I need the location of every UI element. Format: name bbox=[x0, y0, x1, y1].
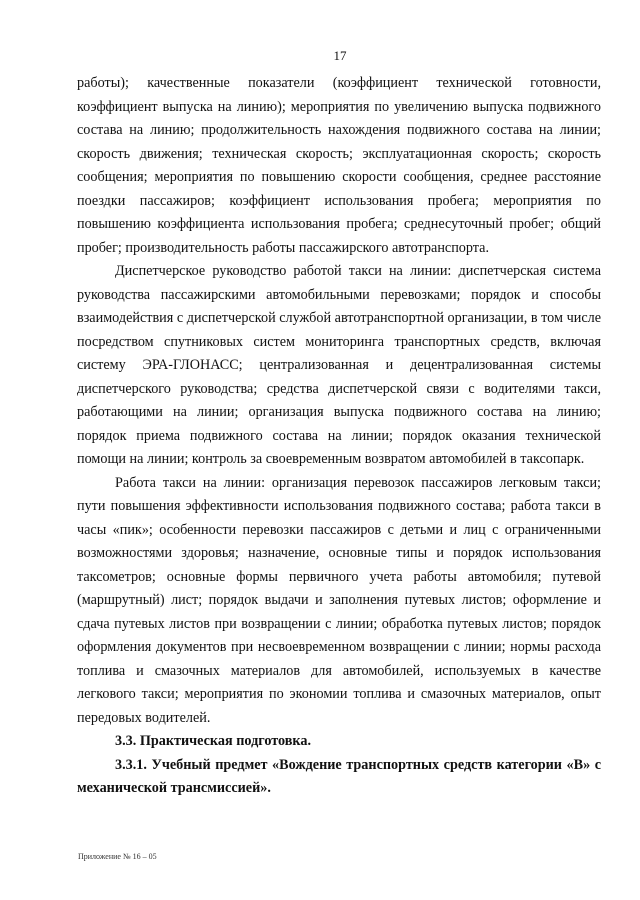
paragraph-dispatch-management: Диспетчерское руководство работой такси на линии: диспетчерская система руководства пассажирскими автомобильными перевозками; порядок и способы взаимодействия с диспетчерской службой автотранспортной организации, в том числе посредством спутниковых систем мониторинга транспортных средств, включая систему ЭРА-ГЛОНАСС; централизованная и децентрализованная системы диспетчерского руководства; средства диспетчерской связи с водителями такси, работающими на линии; организация выпуска подвижного состава на линию; порядок приема подвижного состава на линии; порядок оказания технической помощи на линии; контроль за своевременным возвратом автомобилей в таксопарк. bbox=[77, 263, 601, 467]
section-heading: 3.3. Практическая подготовка. bbox=[115, 733, 312, 749]
page-number: 17 bbox=[333, 48, 347, 63]
footer-note: Приложение № 16 – 05 bbox=[78, 852, 157, 861]
page-content bbox=[77, 72, 601, 801]
subsection-heading: 3.3.1. Учебный предмет «Вождение транспортных средств категории «В» с механической трансмиссией». bbox=[77, 756, 601, 796]
paragraph-taxi-line-work: Работа такси на линии: организация перевозок пассажиров легковым такси; пути повышения эффективности использования подвижного состава; работа такси в часы «пик»; особенности перевозки пассажиров с детьми и лиц с ограниченными возможностями здоровья; назначение, основные типы и порядок использования таксометров; основные формы первичного учета работы автомобиля; путевой (маршрутный) лист; порядок выдачи и заполнения путевых листов; оформление и сдача путевых листов при возвращении с линии; обработка путевых листов; порядок оформления документов при несвоевременном возвращении с линии; нормы расхода топлива и смазочных материалов для автомобилей, используемых в качестве легкового такси; мероприятия по экономии топлива и смазочных материалов, опыт передовых водителей. bbox=[77, 474, 601, 726]
paragraph-continuation: работы); качественные показатели (коэффициент технической готовности, коэффициент выпуска на линию); мероприятия по увеличению выпуска подвижного состава на линию; продолжительность нахождения подвижного состава на линии; скорость движения; техническая скорость; эксплуатационная скорость; скорость сообщения; мероприятия по повышению скорости сообщения, среднее расстояние поездки пассажиров; коэффициент использования пробега; мероприятия по повышению коэффициента использования пробега; среднесуточный пробег; общий пробег; производительность работы пассажирского автотранспорта. bbox=[77, 75, 601, 256]
